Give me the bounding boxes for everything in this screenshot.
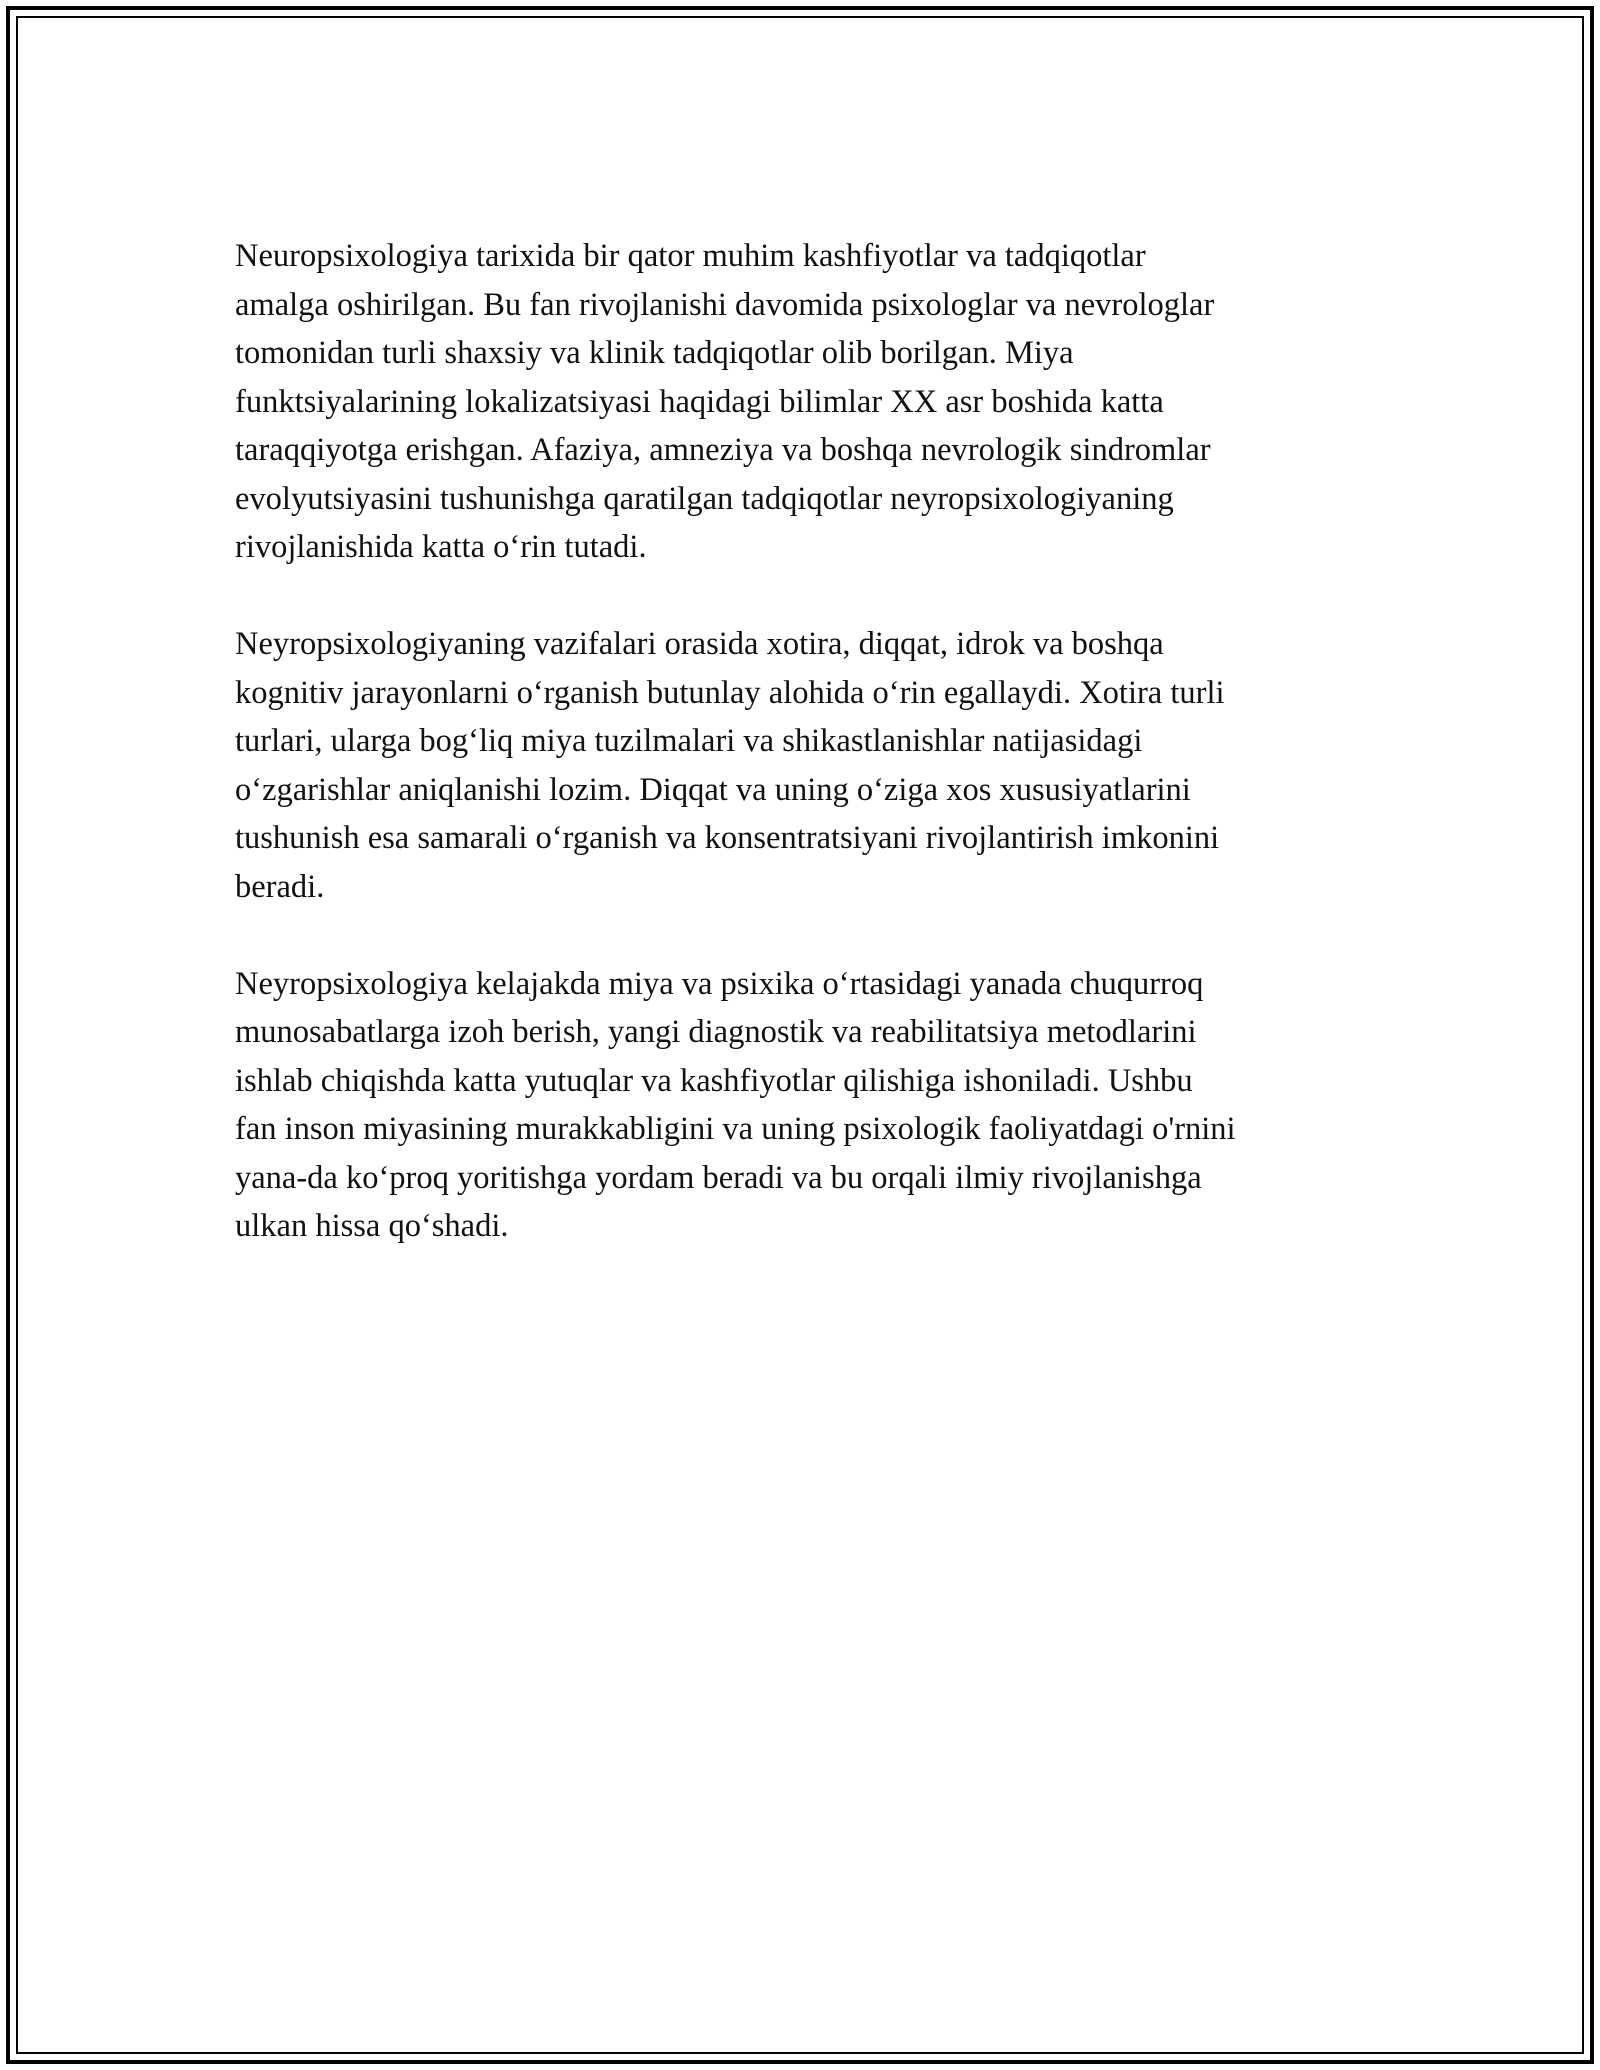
paragraph-future: Neyropsixologiya kelajakda miya va psixika oʻrtasidagi yanada chuqurroq munosabatlarga izoh berish, yangi diagnostik va reabilitatsiya metodlarini ishlab chiqishda katta yutuqlar va kashfiyotlar qilishiga ishoniladi. Ushbu fan inson miyasining murakkabligini va uning psixologik faoliyatdagi o'rnini yana-da koʻproq yoritishga yordam beradi va bu orqali ilmiy rivojlanishga ulkan hissa qoʻshadi. — [235, 965, 1236, 1244]
paragraph-history: Neuropsixologiya tarixida bir qator muhim kashfiyotlar va tadqiqotlar amalga oshirilgan. Bu fan rivojlanishi davomida psixologlar va nevrologlar tomonidan turli shaxsiy va klinik tadqiqotlar olib borilgan. Miya funktsiyalarining lokalizatsiyasi haqidagi bilimlar XX asr boshida katta taraqqiyotga erishgan. Afaziya, amneziya va boshqa nevrologik sindromlar evolyutsiyasini tushunishga qaratilgan tadqiqotlar neyropsixologiyaning rivojlanishida katta oʻrin tutadi. — [235, 238, 1215, 565]
paragraph-tasks: Neyropsixologiyaning vazifalari orasida xotira, diqqat, idrok va boshqa kognitiv jarayonlarni oʻrganish butunlay alohida oʻrin egallaydi. Xotira turli turlari, ularga bogʻliq miya tuzilmalari va shikastlanishlar natijasidagi oʻzgarishlar aniqlanishi lozim. Diqqat va uning oʻziga xos xususiyatlarini tushunish esa samarali oʻrganish va konsentratsiyani rivojlantirish imkonini beradi. — [235, 626, 1225, 905]
document-body — [235, 232, 1365, 1299]
